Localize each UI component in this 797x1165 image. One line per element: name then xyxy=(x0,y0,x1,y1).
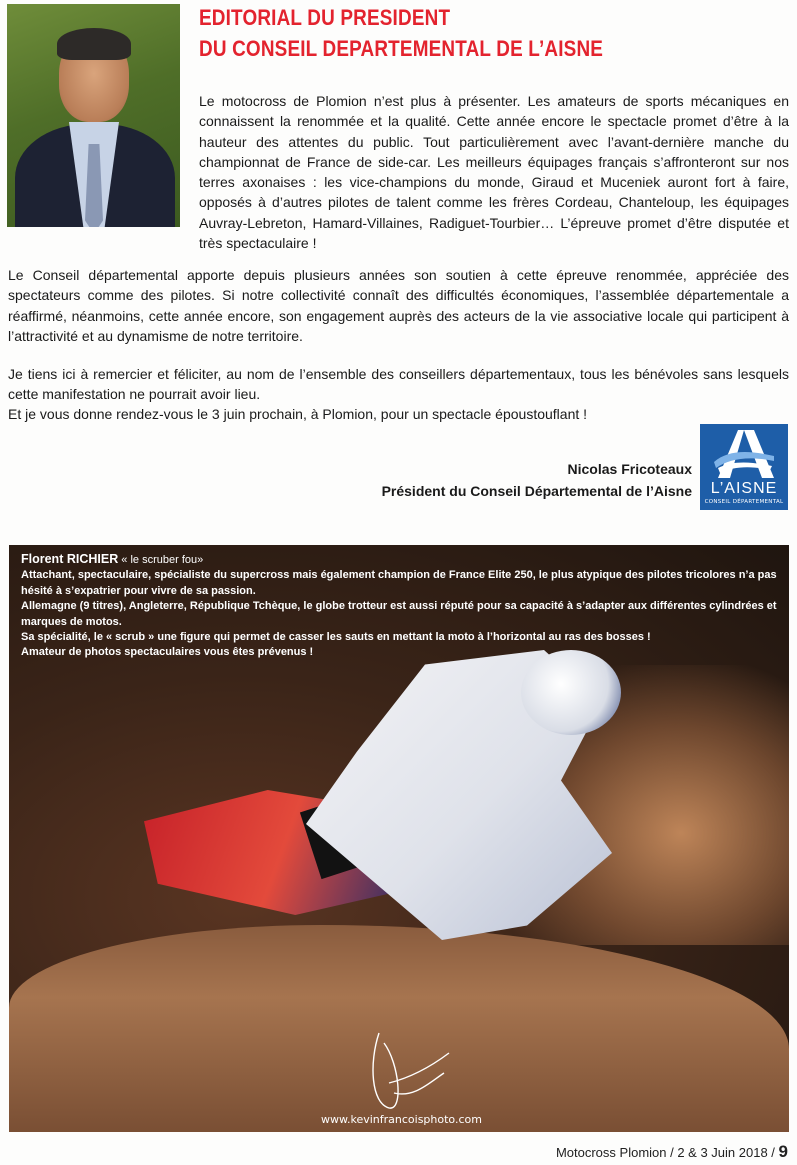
signature-block xyxy=(382,458,692,502)
page-number: 9 xyxy=(778,1142,788,1161)
editorial-paragraph-2: Le Conseil départemental apporte depuis plusieurs années son soutien à cette épreuve renommée, appréciée des spectateurs comme des pilotes. Si notre collectivité connaît des difficultés économiques, l’assemblée départementale a réaffirmé, néanmoins, cette année encore, son engagement auprès des acteurs de la vie associative locale qui participent à l’attractivité et au dynamisme de notre territoire. xyxy=(8,267,789,344)
footer-publication: Motocross Plomion / 2 & 3 Juin 2018 / xyxy=(555,1145,775,1160)
signature-role: Président du Conseil Départemental de l’Aisne xyxy=(381,483,692,499)
signature-name: Nicolas Fricoteaux xyxy=(567,461,692,477)
aisne-logo xyxy=(700,424,788,510)
logo-name: L’AISNE xyxy=(710,480,778,497)
caption-nickname: « le scruber fou» xyxy=(121,554,204,566)
title-line-1: EDITORIAL DU PRESIDENT xyxy=(199,5,451,30)
photo-credit: www.kevinfrancoisphoto.com xyxy=(321,1113,482,1126)
caption-line-2: Allemagne (9 titres), Angleterre, République Tchèque, le globe trotteur est aussi réputé pour sa capacité à s’adapter aux différentes cylindrées et marques de motos. xyxy=(21,600,777,628)
photo-caption xyxy=(21,552,781,661)
caption-rider-name: Florent RICHIER xyxy=(21,552,119,566)
title-line-2: DU CONSEIL DEPARTEMENTAL DE L’AISNE xyxy=(199,36,604,61)
page-footer xyxy=(556,1142,788,1162)
caption-line-4: Amateur de photos spectaculaires vous êtes prévenus ! xyxy=(21,646,314,659)
president-portrait xyxy=(7,4,180,227)
portrait-hair xyxy=(57,28,131,60)
caption-line-1: Attachant, spectaculaire, spécialiste du supercross mais également champion de France Elite 250, le plus atypique des pilotes tricolores n’a pas hésité à s’expatrier pour vivre de sa passion. xyxy=(21,569,777,597)
rider-helmet xyxy=(521,650,621,735)
editorial-title xyxy=(199,2,603,64)
caption-line-3: Sa spécialité, le « scrub » une figure qui permet de casser les sauts en mettant la moto à l’horizontal au ras des bosses ! xyxy=(21,631,651,644)
editorial-paragraph-3: Je tiens ici à remercier et féliciter, au nom de l’ensemble des conseillers départementaux, tous les bénévoles sans lesquels cette manifestation ne pourrait avoir lieu. xyxy=(8,366,789,403)
photographer-signature-icon xyxy=(359,1023,459,1113)
aisne-a-icon xyxy=(708,428,780,480)
editorial-paragraph-1: Le motocross de Plomion n’est plus à présenter. Les amateurs de sports mécaniques en connaissent la renommée et la qualité. Cette année encore le spectacle promet d’être à la hauteur des attentes du public. Tout particulièrement avec l’avant-dernière manche du championnat de France de side-car. Les meilleurs équipages français s’affronteront sur nos terres axonaises : les vice-champions du monde, Giraud et Muceniek auront fort à faire, opposés à d’autres pilotes de talent comme les frères Cordeau, Chanteloup, les équipages Auvray-Lebreton, Hamard-Villaines, Radiguet-Tourbier… L’épreuve promet d’être disputée et très spectaculaire ! xyxy=(199,93,789,252)
editorial-paragraph-4: Et je vous donne rendez-vous le 3 juin prochain, à Plomion, pour un spectacle époustouflant ! xyxy=(8,406,588,422)
logo-subtitle: CONSEIL DÉPARTEMENTAL xyxy=(704,499,784,505)
motocross-photo xyxy=(9,545,789,1132)
